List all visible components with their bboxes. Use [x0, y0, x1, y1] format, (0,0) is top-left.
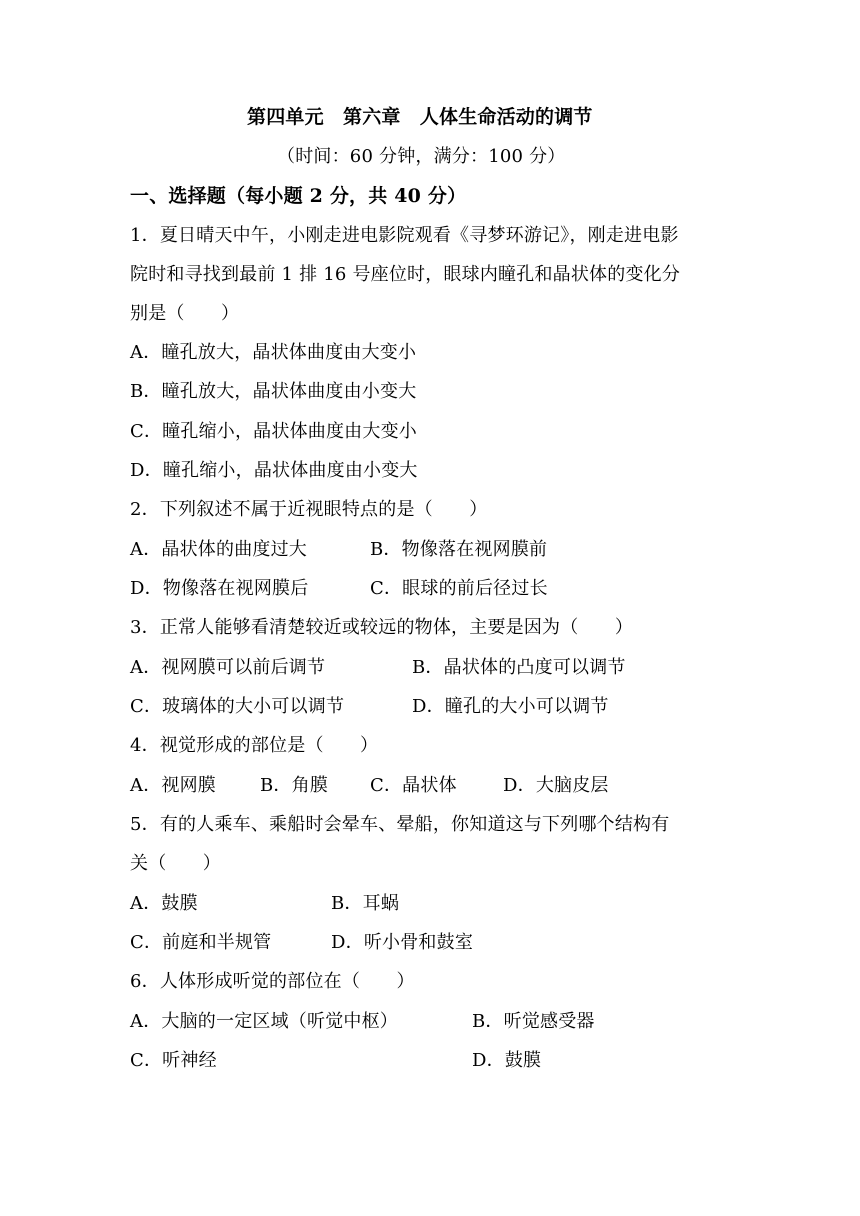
- question-2-option-c: C．眼球的前后径过长: [370, 578, 548, 599]
- question-2-option-b: B．物像落在视网膜前: [370, 539, 548, 560]
- question-2-option-d: D．物像落在视网膜后: [130, 578, 309, 599]
- question-1-stem-line-3: 别是（ ）: [130, 303, 240, 324]
- question-5-stem-line-1: 5．有的人乘车、乘船时会晕车、晕船，你知道这与下列哪个结构有: [130, 814, 670, 835]
- question-6-option-b: B．听觉感受器: [472, 1011, 595, 1032]
- question-4-option-c: C．晶状体: [370, 775, 457, 796]
- question-6-stem: 6．人体形成听觉的部位在（ ）: [130, 971, 415, 992]
- question-6-option-c: C．听神经: [130, 1050, 217, 1071]
- question-2-option-a: A．晶状体的曲度过大: [130, 539, 307, 560]
- question-3-option-d: D．瞳孔的大小可以调节: [412, 696, 609, 717]
- question-5-option-d: D．听小骨和鼓室: [331, 932, 474, 953]
- question-5-option-c: C．前庭和半规管: [130, 932, 272, 953]
- question-1-option-c: C．瞳孔缩小，晶状体曲度由大变小: [130, 421, 417, 442]
- question-3-option-c: C．玻璃体的大小可以调节: [130, 696, 345, 717]
- section-heading: 一、选择题（每小题 2 分，共 40 分）: [130, 185, 467, 207]
- question-1-stem-line-1: 1．夏日晴天中午，小刚走进电影院观看《寻梦环游记》，刚走进电影: [130, 225, 679, 246]
- question-1-stem-line-2: 院时和寻找到最前 1 排 16 号座位时，眼球内瞳孔和晶状体的变化分: [130, 264, 681, 285]
- question-3-option-a: A．视网膜可以前后调节: [130, 657, 326, 678]
- question-6-option-d: D．鼓膜: [472, 1050, 542, 1071]
- question-4-option-b: B．角膜: [260, 775, 329, 796]
- question-1-option-b: B．瞳孔放大，晶状体曲度由小变大: [130, 381, 417, 402]
- question-2-stem: 2．下列叙述不属于近视眼特点的是（ ）: [130, 499, 488, 520]
- question-5-stem-line-2: 关（ ）: [130, 853, 221, 874]
- question-1-option-d: D．瞳孔缩小，晶状体曲度由小变大: [130, 460, 418, 481]
- question-4-option-d: D．大脑皮层: [503, 775, 609, 796]
- question-5-option-a: A．鼓膜: [130, 893, 198, 914]
- question-4-stem: 4．视觉形成的部位是（ ）: [130, 735, 379, 756]
- question-6-option-a: A．大脑的一定区域（听觉中枢）: [130, 1011, 398, 1032]
- question-4-option-a: A．视网膜: [130, 775, 216, 796]
- question-3-option-b: B．晶状体的凸度可以调节: [412, 657, 626, 678]
- question-5-option-b: B．耳蜗: [331, 893, 400, 914]
- question-3-stem: 3．正常人能够看清楚较近或较远的物体，主要是因为（ ）: [130, 617, 634, 638]
- question-1-option-a: A．瞳孔放大，晶状体曲度由大变小: [130, 342, 417, 363]
- page-title: 第四单元 第六章 人体生命活动的调节: [247, 106, 593, 128]
- exam-info: （时间：60 分钟，满分：100 分）: [277, 146, 566, 167]
